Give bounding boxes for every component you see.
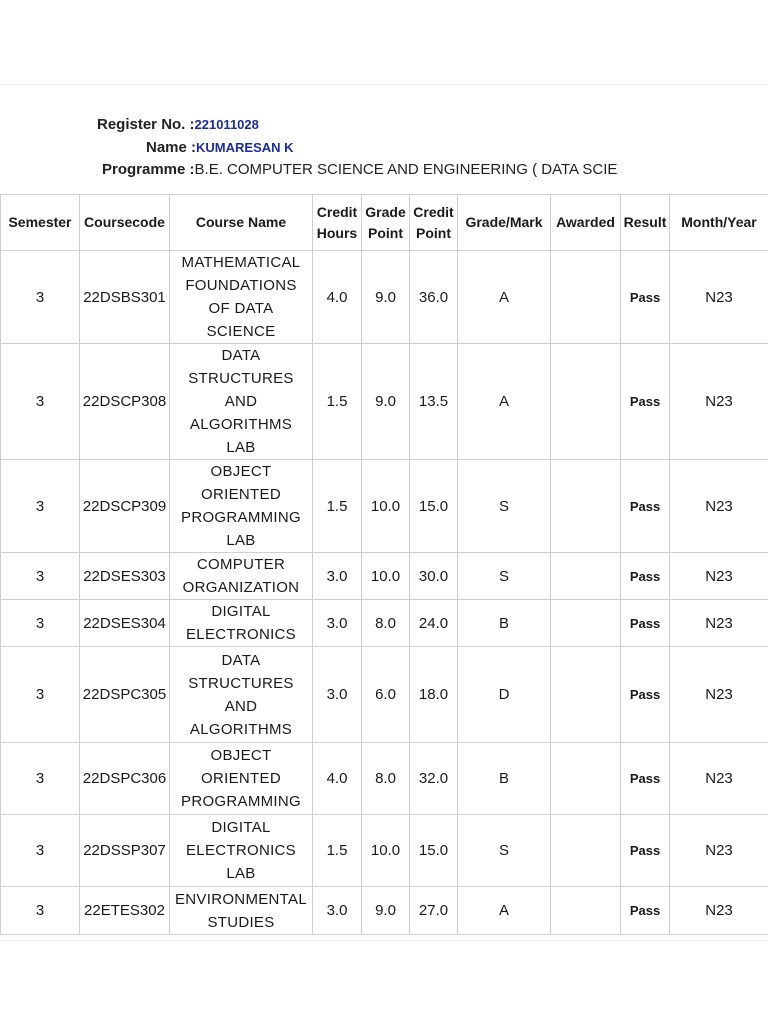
course-name-line: DATA <box>221 651 261 669</box>
result-cell: Pass <box>621 815 670 887</box>
header-grade-point-line2: Point <box>368 224 403 241</box>
course-name-line: OBJECT <box>210 747 272 764</box>
credit-hours-cell: 1.5 <box>313 344 362 460</box>
awarded-cell <box>551 600 621 647</box>
result-cell: Pass <box>621 600 670 647</box>
course-name-line: FOUNDATIONS <box>185 277 297 294</box>
course-name-cell <box>170 647 313 743</box>
credit-hours-cell: 4.0 <box>313 251 362 344</box>
month-year-cell: N23 <box>670 553 768 600</box>
programme-row <box>102 159 617 181</box>
header-credit-hours <box>313 195 362 251</box>
register-number: 221011028 <box>194 117 259 132</box>
course-name-cell <box>170 344 313 460</box>
bottom-divider <box>0 940 768 941</box>
course-name-line: COMPUTER <box>196 556 286 573</box>
grade-cell: A <box>458 887 551 935</box>
course-name-line: STRUCTURES <box>188 370 294 387</box>
header-credit-point-line1: Credit <box>413 203 454 220</box>
header-credit-hours-line2: Hours <box>316 224 358 241</box>
grade-cell: A <box>458 344 551 460</box>
course-name-line: ELECTRONICS <box>186 626 296 643</box>
header-month-year: Month/Year <box>670 195 768 251</box>
results-body <box>1 251 768 935</box>
awarded-cell <box>551 460 621 553</box>
name-label: Name : <box>146 139 197 156</box>
awarded-cell <box>551 553 621 600</box>
course-name-line: LAB <box>226 439 256 456</box>
table-row <box>1 647 768 743</box>
grade-cell: S <box>458 460 551 553</box>
semester-cell: 3 <box>1 553 80 600</box>
coursecode-cell: 22DSES303 <box>80 553 170 600</box>
table-row <box>1 460 768 553</box>
results-table <box>0 194 768 935</box>
header-grade-point <box>362 195 410 251</box>
course-name-line: OF DATA <box>208 300 274 317</box>
semester-cell: 3 <box>1 815 80 887</box>
semester-cell: 3 <box>1 600 80 647</box>
month-year-cell: N23 <box>670 460 768 553</box>
credit-point-cell: 30.0 <box>410 553 458 600</box>
course-name-line: ALGORITHMS <box>189 720 293 738</box>
table-row <box>1 815 768 887</box>
awarded-cell <box>551 647 621 743</box>
course-name-line: STRUCTURES <box>188 674 294 692</box>
header-semester: Semester <box>1 195 80 251</box>
grade-point-cell: 10.0 <box>362 815 410 887</box>
grade-point-cell: 9.0 <box>362 887 410 935</box>
course-name-cell <box>170 815 313 887</box>
result-cell: Pass <box>621 251 670 344</box>
header-coursecode: Coursecode <box>80 195 170 251</box>
programme-label: Programme : <box>102 161 195 178</box>
course-name-line: DIGITAL <box>211 819 271 836</box>
grade-point-cell: 8.0 <box>362 743 410 815</box>
semester-cell: 3 <box>1 251 80 344</box>
course-name-cell <box>170 600 313 647</box>
credit-hours-cell: 3.0 <box>313 887 362 935</box>
grade-cell: D <box>458 647 551 743</box>
table-row <box>1 743 768 815</box>
header-credit-point <box>410 195 458 251</box>
course-name-cell <box>170 887 313 935</box>
grade-point-cell: 6.0 <box>362 647 410 743</box>
month-year-cell: N23 <box>670 251 768 344</box>
result-cell: Pass <box>621 344 670 460</box>
header-grade-mark: Grade/Mark <box>458 195 551 251</box>
header-credit-hours-line1: Credit <box>316 203 358 220</box>
course-name-cell <box>170 460 313 553</box>
credit-hours-cell: 1.5 <box>313 815 362 887</box>
course-name-line: ALGORITHMS <box>189 416 293 433</box>
course-name-line: AND <box>224 393 258 410</box>
awarded-cell <box>551 743 621 815</box>
grade-point-cell: 9.0 <box>362 251 410 344</box>
awarded-cell <box>551 887 621 935</box>
credit-hours-cell: 3.0 <box>313 647 362 743</box>
course-name-line: AND <box>224 697 258 715</box>
course-name-line: DIGITAL <box>211 603 271 620</box>
grade-cell: B <box>458 600 551 647</box>
result-cell: Pass <box>621 647 670 743</box>
credit-hours-cell: 1.5 <box>313 460 362 553</box>
course-name-line: LAB <box>226 532 256 549</box>
course-name-line: LAB <box>226 865 256 882</box>
table-row <box>1 887 768 935</box>
result-cell: Pass <box>621 887 670 935</box>
credit-point-cell: 27.0 <box>410 887 458 935</box>
credit-point-cell: 18.0 <box>410 647 458 743</box>
course-name-line: ORIENTED <box>201 770 281 787</box>
grade-cell: S <box>458 815 551 887</box>
result-cell: Pass <box>621 743 670 815</box>
result-cell: Pass <box>621 553 670 600</box>
grade-cell: S <box>458 553 551 600</box>
header-result: Result <box>621 195 670 251</box>
credit-hours-cell: 4.0 <box>313 743 362 815</box>
semester-cell: 3 <box>1 460 80 553</box>
course-name-line: SCIENCE <box>206 323 276 340</box>
header-course-name: Course Name <box>170 195 313 251</box>
credit-point-cell: 13.5 <box>410 344 458 460</box>
coursecode-cell: 22DSPC305 <box>80 647 170 743</box>
grade-cell: B <box>458 743 551 815</box>
grade-point-cell: 9.0 <box>362 344 410 460</box>
awarded-cell <box>551 344 621 460</box>
top-divider <box>0 84 768 85</box>
coursecode-cell: 22DSPC306 <box>80 743 170 815</box>
coursecode-cell: 22DSES304 <box>80 600 170 647</box>
course-name-cell <box>170 743 313 815</box>
coursecode-cell: 22DSCP308 <box>80 344 170 460</box>
grade-point-cell: 8.0 <box>362 600 410 647</box>
table-row <box>1 600 768 647</box>
register-label: Register No. : <box>97 116 195 133</box>
course-name-line: ELECTRONICS <box>186 842 296 859</box>
month-year-cell: N23 <box>670 743 768 815</box>
table-row <box>1 553 768 600</box>
semester-cell: 3 <box>1 743 80 815</box>
credit-point-cell: 15.0 <box>410 815 458 887</box>
course-name-line: STUDIES <box>207 913 275 931</box>
awarded-cell <box>551 251 621 344</box>
credit-hours-cell: 3.0 <box>313 553 362 600</box>
course-name-line: DATA <box>221 347 261 364</box>
header-grade-point-line1: Grade <box>365 203 406 220</box>
table-row <box>1 251 768 344</box>
coursecode-cell: 22DSSP307 <box>80 815 170 887</box>
grade-cell: A <box>458 251 551 344</box>
course-name-line: PROGRAMMING <box>181 793 301 810</box>
course-name-line: ORGANIZATION <box>182 579 300 596</box>
semester-cell: 3 <box>1 344 80 460</box>
table-row <box>1 344 768 460</box>
credit-point-cell: 36.0 <box>410 251 458 344</box>
coursecode-cell: 22DSCP309 <box>80 460 170 553</box>
semester-cell: 3 <box>1 887 80 935</box>
credit-point-cell: 15.0 <box>410 460 458 553</box>
semester-cell: 3 <box>1 647 80 743</box>
register-row <box>97 114 259 136</box>
course-name-cell <box>170 251 313 344</box>
header-awarded: Awarded <box>551 195 621 251</box>
grade-point-cell: 10.0 <box>362 553 410 600</box>
awarded-cell <box>551 815 621 887</box>
header-credit-point-line2: Point <box>416 224 451 241</box>
programme-value: B.E. COMPUTER SCIENCE AND ENGINEERING ( DATA SCIE <box>194 161 618 178</box>
table-header-row <box>1 195 768 251</box>
course-name-line: MATHEMATICAL <box>181 254 301 271</box>
month-year-cell: N23 <box>670 815 768 887</box>
credit-point-cell: 32.0 <box>410 743 458 815</box>
month-year-cell: N23 <box>670 600 768 647</box>
course-name-cell <box>170 553 313 600</box>
result-cell: Pass <box>621 460 670 553</box>
month-year-cell: N23 <box>670 887 768 935</box>
course-name-line: OBJECT <box>210 463 272 480</box>
coursecode-cell: 22ETES302 <box>80 887 170 935</box>
name-row <box>146 137 294 159</box>
grade-point-cell: 10.0 <box>362 460 410 553</box>
course-name-line: ORIENTED <box>201 486 281 503</box>
course-name-line: PROGRAMMING <box>181 509 301 526</box>
credit-hours-cell: 3.0 <box>313 600 362 647</box>
student-name: KUMARESAN K <box>196 140 294 155</box>
month-year-cell: N23 <box>670 647 768 743</box>
month-year-cell: N23 <box>670 344 768 460</box>
credit-point-cell: 24.0 <box>410 600 458 647</box>
coursecode-cell: 22DSBS301 <box>80 251 170 344</box>
course-name-line: ENVIRONMENTAL <box>175 890 307 908</box>
